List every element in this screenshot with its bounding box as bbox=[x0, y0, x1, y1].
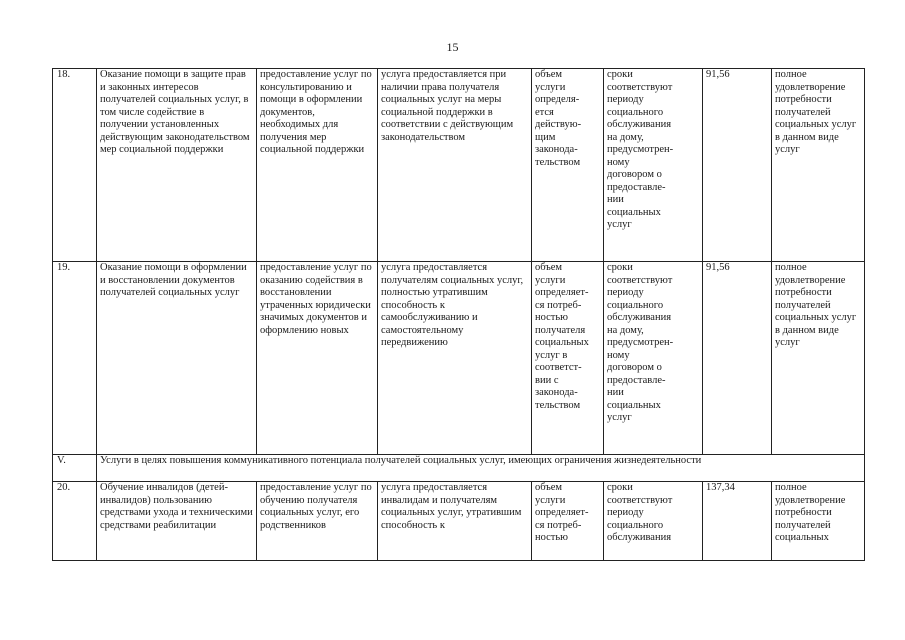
service-volume-text: объем услуги определяет- ся потреб- ностью bbox=[535, 482, 589, 543]
service-terms: сроки соответствуют периоду социального обслуживания на дому, предусмотрен- ному договором о предоставле- нии социальных услуг bbox=[604, 69, 703, 262]
row-number: 20. bbox=[53, 482, 97, 561]
service-volume bbox=[532, 482, 604, 561]
service-volume: объем услуги определя- ется действую- щим законода- тельством bbox=[532, 69, 604, 262]
service-quality: полное удовлетворение потребности получателей социальных услуг в данном виде услуг bbox=[772, 69, 865, 262]
table-row bbox=[53, 69, 865, 262]
services-table bbox=[52, 68, 865, 561]
service-price: 137,34 bbox=[703, 482, 772, 561]
service-name bbox=[97, 482, 257, 561]
service-condition-text: услуга предоставляется инвалидам и получателям социальных услуг, утратившим способность к bbox=[381, 482, 522, 531]
service-price: 91,56 bbox=[703, 262, 772, 455]
section-number: V. bbox=[53, 455, 97, 482]
service-content: предоставление услуг по оказанию содействия в восстановлении утраченных юридически значимых документов и оформлению новых bbox=[257, 262, 378, 455]
service-condition bbox=[378, 482, 532, 561]
section-row bbox=[53, 455, 865, 482]
service-condition: услуга предоставляется получателям социальных услуг, полностью утратившим способность к самообслуживанию и самостоятельному передвижению bbox=[378, 262, 532, 455]
service-name: Оказание помощи в оформлении и восстановлении документов получателей социальных услуг bbox=[97, 262, 257, 455]
service-price: 91,56 bbox=[703, 69, 772, 262]
service-condition: услуга предоставляется при наличии права получателя социальных услуг на меры социальной поддержки в соответствии с действующим законодательством bbox=[378, 69, 532, 262]
service-quality bbox=[772, 482, 865, 561]
row-number: 19. bbox=[53, 262, 97, 455]
service-volume: объем услуги определяет- ся потреб- ностью получателя социальных услуг в соответст- вии с законода- тельством bbox=[532, 262, 604, 455]
section-title: Услуги в целях повышения коммуникативного потенциала получателей социальных услуг, имеющих ограничения жизнедеятельности bbox=[97, 455, 865, 482]
service-content-text: предоставление услуг по обучению получателя социальных услуг, его родственников bbox=[260, 482, 372, 531]
service-terms-text: сроки соответствуют периоду социального обслуживания bbox=[607, 482, 673, 543]
service-terms bbox=[604, 482, 703, 561]
service-terms: сроки соответствуют периоду социального обслуживания на дому, предусмотрен- ному договором о предоставле- нии социальных услуг bbox=[604, 262, 703, 455]
table-row bbox=[53, 482, 865, 561]
service-quality-text: полное удовлетворение потребности получателей социальных bbox=[775, 482, 846, 543]
service-content bbox=[257, 482, 378, 561]
service-content: предоставление услуг по консультированию и помощи в оформлении документов, необходимых для получения мер социальной поддержки bbox=[257, 69, 378, 262]
table-row bbox=[53, 262, 865, 455]
row-number: 18. bbox=[53, 69, 97, 262]
page-number: 15 bbox=[446, 40, 459, 54]
service-name: Оказание помощи в защите прав и законных интересов получателей социальных услуг, в том числе содействие в получении установленных действующим законодательством мер социальной поддержки bbox=[97, 69, 257, 262]
service-name-text: Обучение инвалидов (детей-инвалидов) пользованию средствами ухода и техническими средствами реабилитации bbox=[100, 482, 253, 531]
service-quality: полное удовлетворение потребности получателей социальных услуг в данном виде услуг bbox=[772, 262, 865, 455]
